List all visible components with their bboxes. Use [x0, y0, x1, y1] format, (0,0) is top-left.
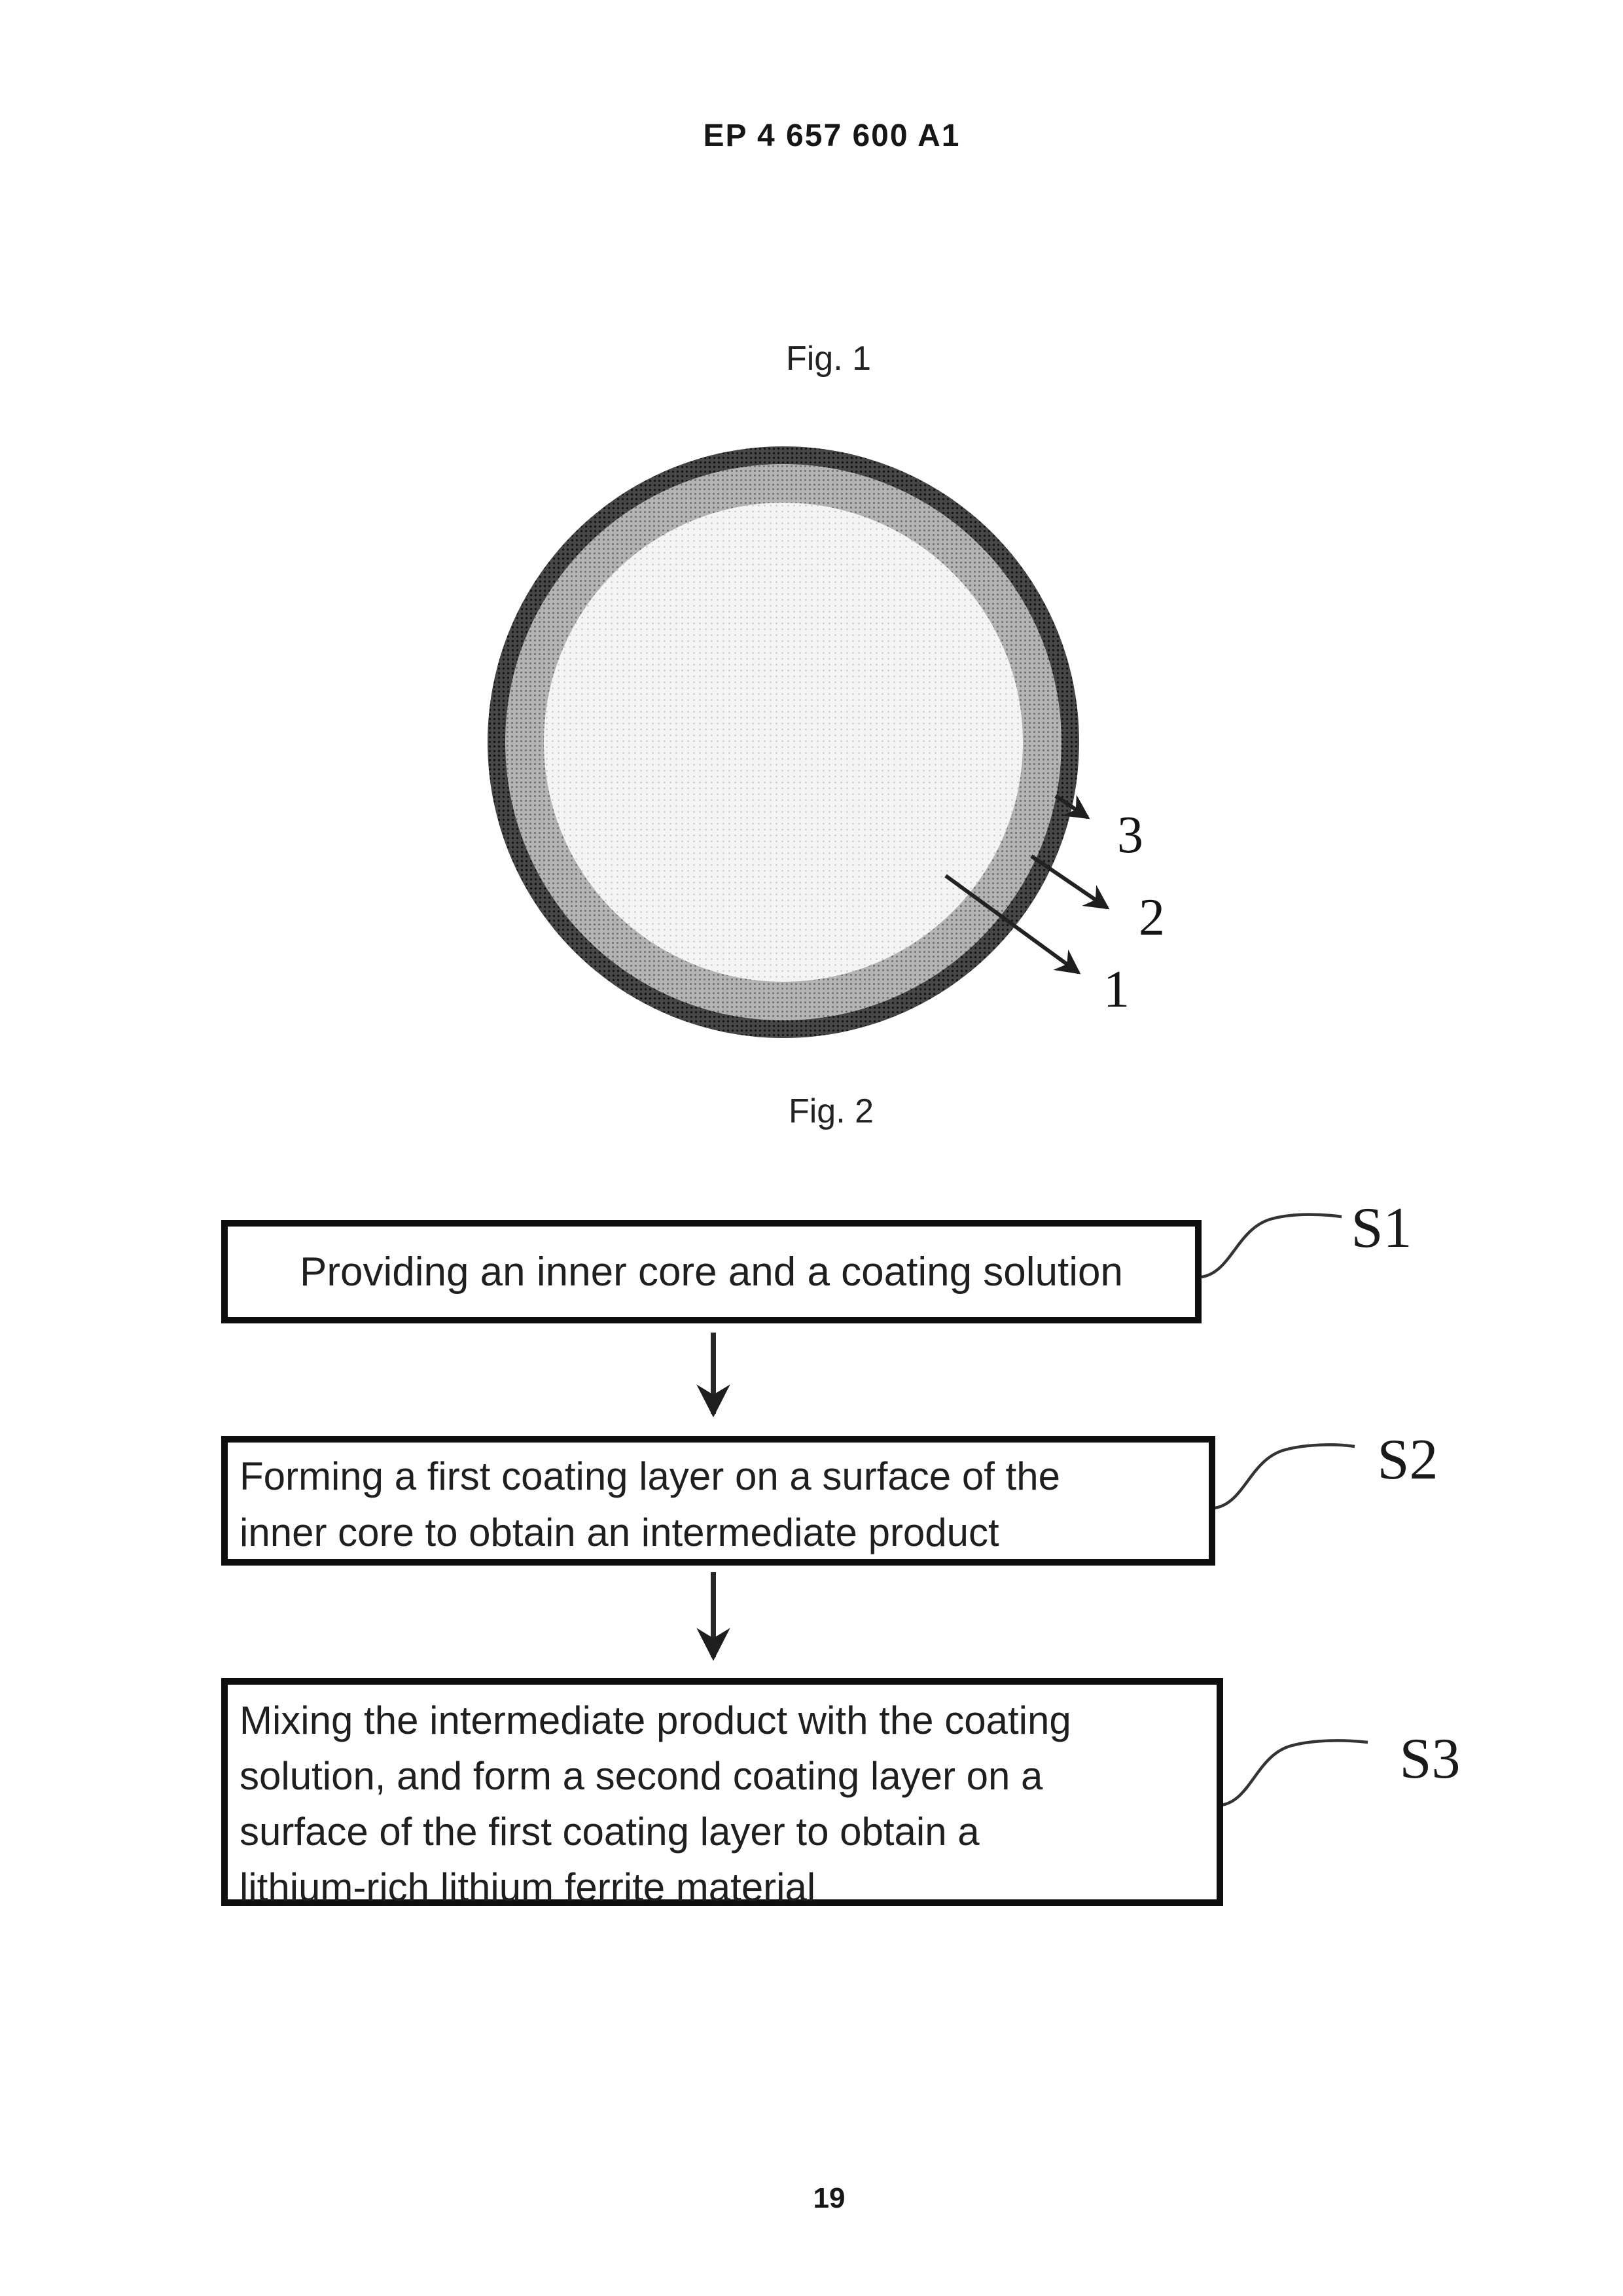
document-header: EP 4 657 600 A1 [703, 118, 961, 153]
callout-label-2: 2 [1139, 889, 1165, 946]
step-text: solution, and form a second coating layer on a [240, 1754, 1043, 1798]
callout-label-3: 3 [1117, 806, 1143, 864]
leader-line-s2 [1215, 1444, 1355, 1508]
step-label-s3: S3 [1399, 1727, 1461, 1791]
step-label-s2: S2 [1377, 1428, 1438, 1492]
step-text: Forming a first coating layer on a surface of the [240, 1454, 1060, 1498]
figure2-caption: Fig. 2 [788, 1092, 874, 1130]
step-text: Mixing the intermediate product with the coating [240, 1698, 1071, 1742]
page-number: 19 [813, 2182, 846, 2214]
leader-line-s1 [1202, 1215, 1342, 1277]
inner-core [544, 503, 1023, 982]
step-text: inner core to obtain an intermediate product [240, 1511, 999, 1554]
flowchart-step-box-s2 [221, 1436, 1215, 1566]
particle-diagram [488, 446, 1079, 1038]
flowchart-step-box-s3 [221, 1678, 1223, 1909]
callout-label-1: 1 [1103, 961, 1130, 1018]
step-text: Providing an inner core and a coating solution [299, 1249, 1124, 1295]
figure1-caption: Fig. 1 [785, 340, 872, 378]
step-label-s1: S1 [1351, 1196, 1412, 1260]
step-text: lithium-rich lithium ferrite material [240, 1865, 816, 1909]
flowchart-step-box-s1 [221, 1220, 1202, 1323]
step-text: surface of the first coating layer to obtain a [240, 1810, 980, 1854]
leader-line-s3 [1221, 1740, 1368, 1805]
